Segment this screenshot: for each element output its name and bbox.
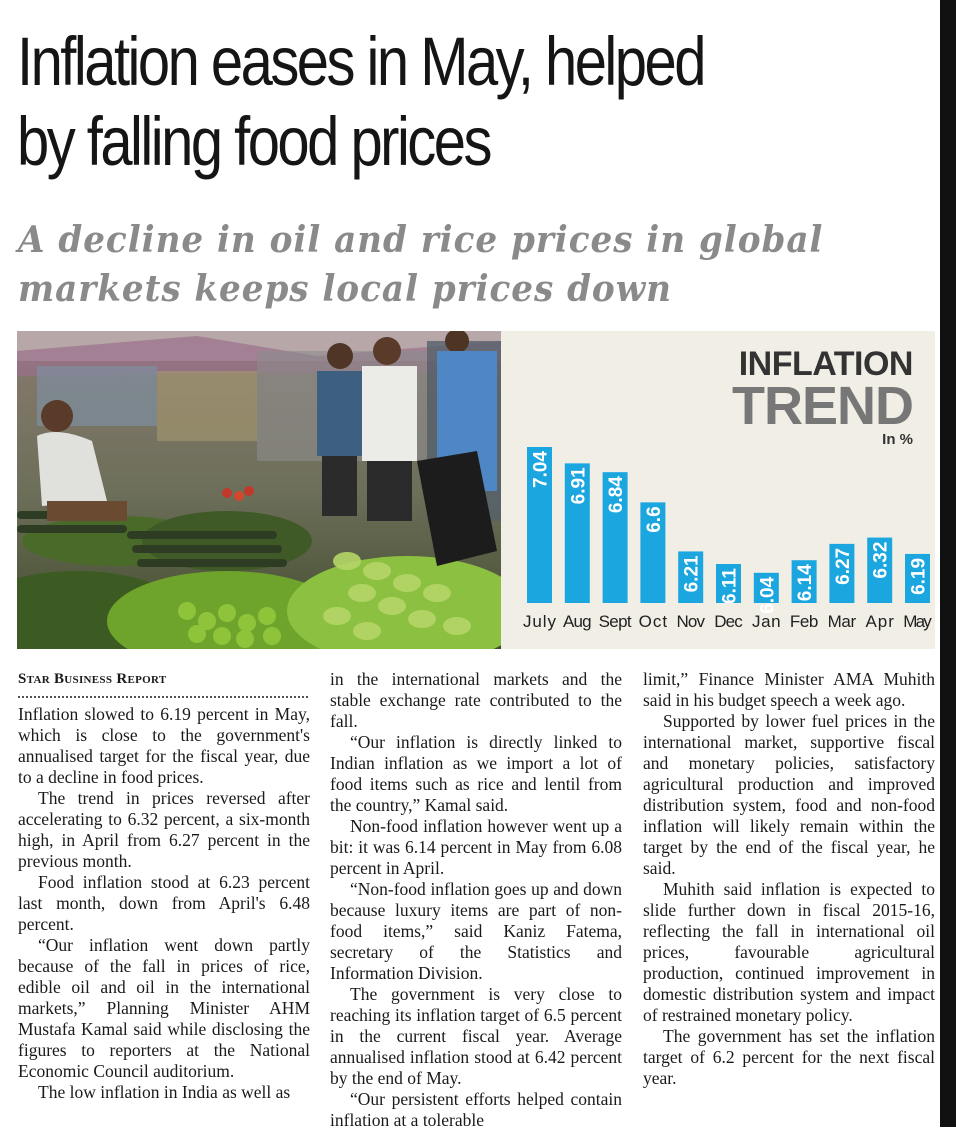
bar-value-label: 6.84 [606,476,628,514]
bar-value-label: 6.21 [681,555,703,593]
article-column-3 [643,669,935,1089]
headline [17,22,777,182]
inflation-trend-chart [501,331,935,649]
byline-dotted-rule [18,696,308,698]
bar-value-label: 6.91 [568,467,590,505]
article-paragraph: Food inflation stood at 6.23 percent last month, down from April's 6.48 percent. [18,872,310,934]
chart-title-line-1: INFLATION [738,345,913,383]
article-paragraph: Inflation slowed to 6.19 percent in May, which is close to the government's annualised target for the fiscal year, due to a decline in food prices. [18,704,310,787]
byline: Star Business Report [18,671,167,687]
article-paragraph-fragment: “Our persistent efforts helped contain inflation at a tolerable [330,1089,622,1130]
x-tick-label: July [523,612,556,631]
bar-value-label: 6.04 [757,576,779,614]
headline-line-2: by falling food prices [17,103,490,180]
bar-value-label: 7.04 [530,451,552,488]
x-tick-label: Sept [598,612,632,631]
article-paragraph-fragment: The low inflation in India as well as [38,1082,291,1102]
x-tick-label: Dec [714,612,743,631]
chart-title-line-2: TREND [732,376,913,436]
bar-value-label: 6.19 [908,557,930,595]
article-paragraph-fragment: limit,” Finance Minister AMA Muhith said in his budget speech a week ago. [643,669,935,710]
article-paragraph: “Our inflation went down partly because of the fall in prices of rice, edible oil and oil in the international markets,” Planning Minister AHM Mustafa Kamal said while disclosing the figures to reporters at the National Economic Council auditorium. [18,935,310,1081]
article-paragraph: “Our inflation is directly linked to Indian inflation as we import a lot of food items such as rice and lentil from the country,” Kamal said. [330,732,622,815]
bar-value-label: 6.14 [795,564,817,602]
article-paragraph-fragment: in the international markets and the stable exchange rate contributed to the fall. [330,669,622,731]
article-paragraph: Non-food inflation however went up a bit: it was 6.14 percent in May from 6.08 percent in April. [330,816,622,878]
article-paragraph: Supported by lower fuel prices in the international market, supportive fiscal and monetary policies, satisfactory agricultural production and improved distribution system, food and non-food inflation will likely remain within the target by the end of the fiscal year, he said. [643,711,935,878]
x-tick-label: Aug [563,612,592,631]
article-paragraph: The trend in prices reversed after accelerating to 6.32 percent, a six-month high, in April from 6.27 percent in the previous month. [18,788,310,871]
x-tick-label: Jan [752,612,781,631]
x-tick-label: Nov [676,612,705,631]
headline-line-1: Inflation eases in May, helped [17,23,704,100]
subheadline-line-1: A decline in oil and rice prices in global [18,219,824,261]
bar-value-label: 6.32 [870,541,892,579]
subheadline [18,216,823,314]
x-tick-label: Apr [865,612,894,631]
chart-title [732,347,913,449]
article-paragraph: The government is very close to reaching its inflation target of 6.5 percent in the current fiscal year. Average annualised inflation stood at 6.42 percent by the end of May. [330,984,622,1088]
market-photo-illustration [17,331,501,649]
article-paragraph: The government has set the inflation target of 6.2 percent for the next fiscal year. [643,1026,935,1088]
x-tick-label: May [903,612,932,631]
article-paragraph: “Non-food inflation goes up and down because luxury items are part of non-food items,” said Kaniz Fatema, secretary of the Statistics and Information Division. [330,879,622,983]
subheadline-line-2: markets keeps local prices down [18,268,672,310]
article-paragraph: Muhith said inflation is expected to slide further down in fiscal 2015-16, reflecting the fall in international oil prices, favourable agricultural production, continued improvement in domestic distribution system and impact of restrained monetary policy. [643,879,935,1025]
x-tick-label: Feb [789,612,819,631]
bar-value-label: 6.11 [719,568,741,604]
x-tick-label: Mar [827,612,857,631]
page-edge-bar [940,0,956,1127]
market-vegetables-photo [17,331,501,649]
bar-value-label: 6.6 [643,506,665,533]
x-tick-label: Oct [638,612,668,631]
article-column-2 [330,669,622,1131]
bar-value-label: 6.27 [832,547,854,585]
article-column-1 [18,669,310,1103]
chart-unit-label: In % [882,431,913,448]
